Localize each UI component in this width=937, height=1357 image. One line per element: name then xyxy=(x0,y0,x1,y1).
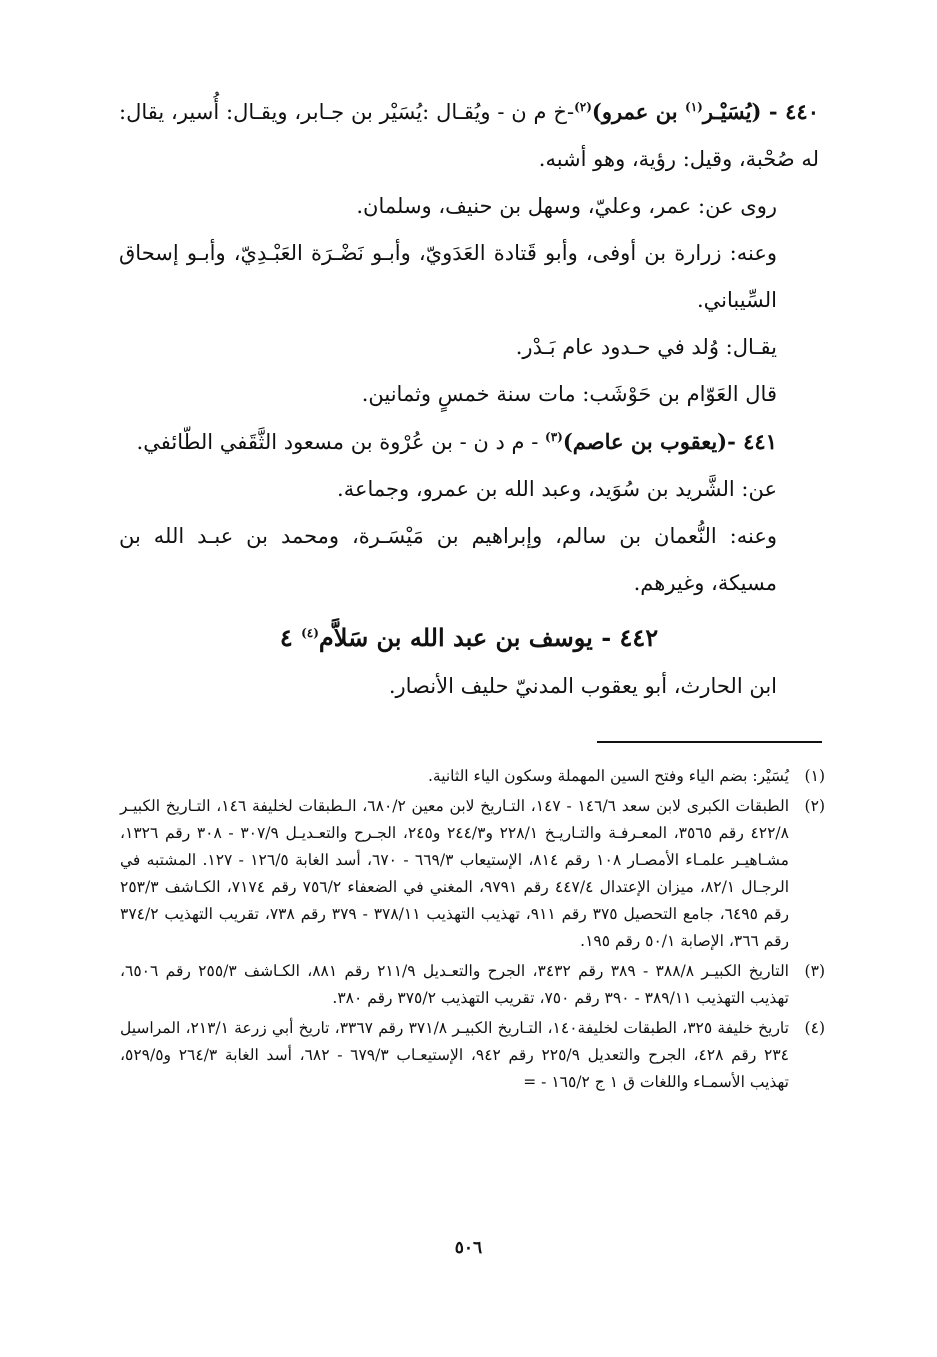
footnote-number: (٢) xyxy=(804,797,825,815)
main-text xyxy=(119,88,819,710)
footnotes xyxy=(120,763,825,1099)
entry-440-name: ٤٤٠ - (يُسَيْـر xyxy=(702,99,819,124)
entry-440-head xyxy=(574,99,819,124)
footnote-number: (٤) xyxy=(804,1019,825,1037)
entry-442-name: ٤٤٢ - يوسف بن عبد الله بن سَلاَّم xyxy=(318,623,659,652)
entry-441-name: ٤٤١ -(يعقوب بن عاصم) xyxy=(562,429,777,454)
entry-440-narrated-from: روى عن: عمر، وعليّ، وسهل بن حنيف، وسلمان. xyxy=(356,194,777,218)
entry-442-title xyxy=(119,613,819,663)
footnote-1 xyxy=(120,763,825,790)
footnote-ref-3: (٣) xyxy=(545,430,563,444)
page-number: ٥٠٦ xyxy=(454,1238,483,1258)
footnote-divider xyxy=(597,741,822,743)
footnote-text: يُسَيْر: بضم الياء وفتح السين المهملة وسكون الياء الثانية. xyxy=(427,767,789,785)
entry-440-birth: يقـال: وُلد في حـدود عام بَـدْر. xyxy=(515,335,777,359)
entry-441-head xyxy=(545,429,777,454)
footnote-text: تاريخ خليفة ٣٢٥، الطبقات لخليفة١٤٠، التـاريخ الكبيـر ٣٧١/٨ رقم ٣٣٦٧، تاريخ أبي زرعة ٢١٣/١، المراسيل ٢٣٤ رقم ٤٢٨، الجرح والتعديل ٢٢٥/٩ رقم ٩٤٢، الإستيعـاب ٦٧٩/٣ - ٦٨٢، أسد الغابة ٢٦٤/٣ و٥٢٩/٥، تهذيب الأسمـاء واللغات ق ١ ج ١٦٥/٢ - = xyxy=(120,1019,789,1091)
entry-441-line: - م د ن - بن عُرْوة بن مسعود الثَّقَفي الطّائفي. xyxy=(136,430,546,454)
entry-440-line: -خ م ن - ويُقـال :يُسَيْر بن جـابر، ويقـال: أُسير، يقال: له صُحْبة، وقيل: رؤية، وهو أشبه. xyxy=(119,100,819,171)
entry-442-code: ٤ xyxy=(279,623,302,652)
entry-440-intro xyxy=(119,88,819,183)
entry-441-narrators: وعنه: النُّعمان بن سالم، وإبراهيم بن مَيْسَـرة، ومحمد بن عبـد الله بن مسيكة، وغيرهم. xyxy=(119,524,777,595)
entry-441-intro xyxy=(119,418,819,466)
footnote-number: (١) xyxy=(804,767,825,785)
footnote-2 xyxy=(120,793,825,955)
footnote-ref-1: (١) xyxy=(685,100,703,114)
footnote-3 xyxy=(120,958,825,1012)
footnote-text: الطبقات الكبرى لابن سعد ١٤٦/٦ - ١٤٧، التـاريخ لابن معين ٦٨٠/٢، الـطبقات لخليفة ١٤٦، التـاريخ الكبيـر ٤٢٢/٨ رقم ٣٥٦٥، المعـرفـة والتـاريـخ ٢٢٨/١ و٢٤٤/٣ و٢٤٥، الجـرح والتعـديـل ٣٠٧/٩ - ٣٠٨ رقم ١٣٢٦، مشـاهيـر علمـاء الأمصـار ١٠٨ رقم ٨١٤، الإستيعاب ٦٦٩/٣ - ٦٧٠، أسد الغابة ١٢٦/٥ - ١٢٧. المشتبه في الرجـال ٨٢/١، ميزان الإعتدال ٤٤٧/٤ رقم ٩٧٩١، المغني في الضعفاء ٧٥٦/٢ رقم ٧١٧٤، الكـاشف ٢٥٣/٣ رقم ٦٤٩٥، جامع التحصيل ٣٧٥ رقم ٩١١، تهذيب التهذيب ٣٧٨/١١ - ٣٧٩ رقم ٧٣٨، تقريب التهذيب ٣٧٤/٢ رقم ٣٦٦، الإصابة ٥٠/١ رقم ١٩٥. xyxy=(120,797,790,950)
entry-440-name-rest: بن عمرو) xyxy=(591,99,686,124)
footnote-ref-2: (٢) xyxy=(574,100,592,114)
footnote-text: التاريخ الكبيـر ٣٨٨/٨ - ٣٨٩ رقم ٣٤٣٢، الجرح والتعـديل ٢١١/٩ رقم ٨٨١، الكـاشف ٢٥٥/٣ رقم ٦٥٠٦، تهذيب التهذيب ٣٨٩/١١ - ٣٩٠ رقم ٧٥٠، تقريب التهذيب ٣٧٥/٢ رقم ٣٨٠. xyxy=(120,962,789,1007)
entry-440-death: قال العَوّام بن حَوْشَب: مات سنة خمسٍ وثمانين. xyxy=(361,382,777,406)
footnote-number: (٣) xyxy=(804,962,825,980)
entry-440-narrators: وعنه: زرارة بن أوفى، وأبو قَتادة العَدَويّ، وأبـو نَضْـرَة العَبْـدِيّ، وأبـو إسحاق السِّيباني. xyxy=(119,241,777,312)
entry-441-narrated-from: عن: الشَّريد بن سُوَيد، وعبد الله بن عمرو، وجماعة. xyxy=(337,477,777,501)
footnote-4 xyxy=(120,1015,825,1096)
entry-442-lineage: ابن الحارث، أبو يعقوب المدنيّ حليف الأنصار. xyxy=(388,674,777,698)
footnote-ref-4: (٤) xyxy=(301,626,319,640)
